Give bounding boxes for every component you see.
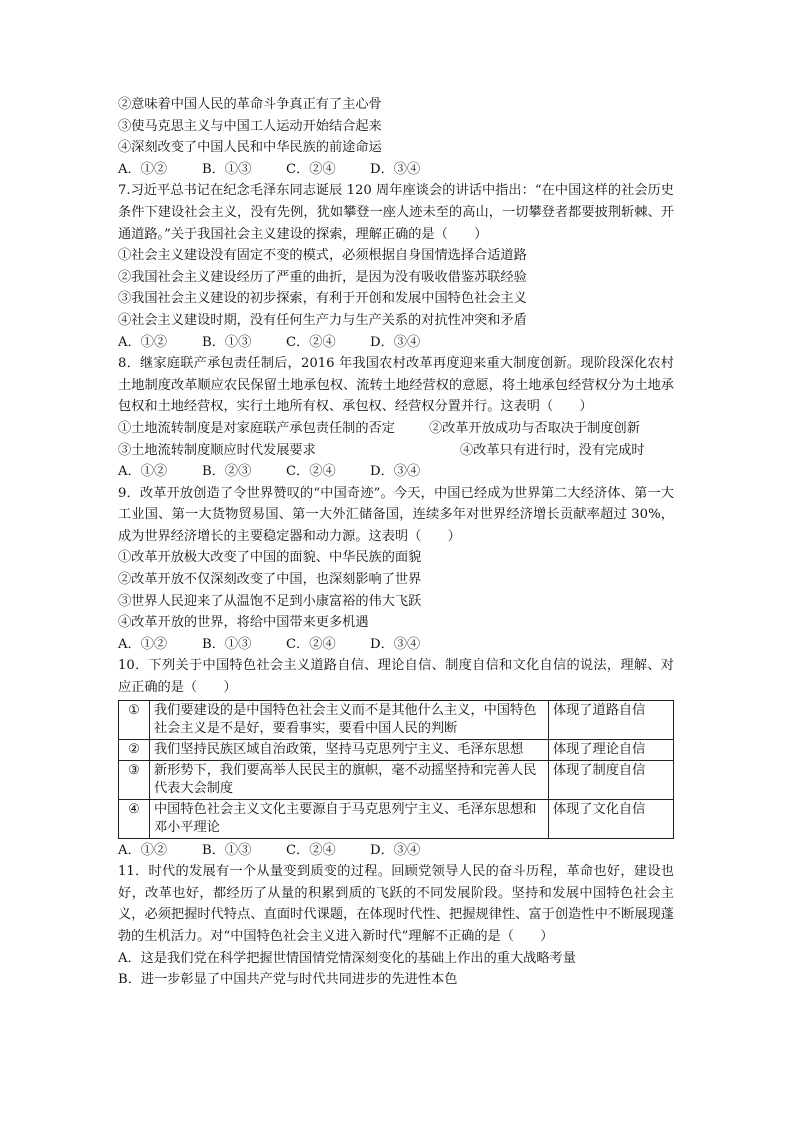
q7-answer-d[interactable]: D．③④ xyxy=(370,334,421,350)
q8-answer-b[interactable]: B．②③ xyxy=(202,464,252,480)
q9-option-3: ③世界人民迎来了从温饱不足到小康富裕的伟大飞跃 xyxy=(118,593,422,609)
q7-option-4: ④社会主义建设时期，没有任何生产力与生产关系的对抗性冲突和矛盾 xyxy=(118,312,527,328)
q10-table xyxy=(118,700,674,839)
q9-stem: 9．改革开放创造了令世界赞叹的“中国奇迹”。今天，中国已经成为世界第二大经济体、第一大工业国、第一大货物贸易国、第一大外汇储备国，连续多年对世界经济增长贡献率超过 30%，成为世界经济增长的主要稳定器和动力源。这表明（ ） xyxy=(118,485,674,544)
q8-answer-choices xyxy=(118,461,674,483)
q11-option-b[interactable]: B．进一步彰显了中国共产党与时代共同进步的先进性本色 xyxy=(118,972,458,988)
q10-row-number: ③ xyxy=(119,760,150,799)
q8-option-4: ④改革只有进行时，没有完成时 xyxy=(460,442,645,458)
q7-option-1: ①社会主义建设没有固定不变的模式，必须根据自身国情选择合适道路 xyxy=(118,248,527,264)
q10-row-result: 体现了制度自信 xyxy=(549,760,674,799)
q6-option-3: ③使马克思主义与中国工人运动开始结合起来 xyxy=(118,118,382,134)
table-row xyxy=(119,760,674,799)
q8-answer-a[interactable]: A．①② xyxy=(118,464,168,480)
q10-answer-d[interactable]: D．③④ xyxy=(370,842,421,858)
q10-row-result: 体现了文化自信 xyxy=(549,799,674,838)
q11-stem: 11．时代的发展有一个从量变到质变的过程。回顾党领导人民的奋斗历程，革命也好，建设也好，改革也好，都经历了从量的积累到质的飞跃的不同发展阶段。坚持和发展中国特色社会主义，必须把握时代特点、直面时代课题，在体现时代性、把握规律性、富于创造性中不断展现蓬勃的生机活力。对“中国特色社会主义进入新时代”理解不正确的是（ ） xyxy=(118,864,674,944)
q7-answer-choices xyxy=(118,332,674,354)
q9-option-2: ②改革开放不仅深刻改变了中国，也深刻影响了世界 xyxy=(118,572,422,588)
q8-options-row-1 xyxy=(118,418,674,440)
table-row xyxy=(119,700,674,739)
q7-answer-b[interactable]: B．①③ xyxy=(202,334,252,350)
q6-answer-c[interactable]: C．②④ xyxy=(286,161,336,177)
q10-row-number: ② xyxy=(119,739,150,760)
q6-option-4: ④深刻改变了中国人民和中华民族的前途命运 xyxy=(118,140,382,156)
q7-option-2: ②我国社会主义建设经历了严重的曲折，是因为没有吸收借鉴苏联经验 xyxy=(118,269,527,285)
q8-answer-c[interactable]: C．②④ xyxy=(286,464,336,480)
q7-answer-c[interactable]: C．②④ xyxy=(286,334,336,350)
q8-option-2: ②改革开放成功与否取决于制度创新 xyxy=(428,420,640,436)
q10-answer-choices xyxy=(118,840,674,862)
q10-row-result: 体现了道路自信 xyxy=(549,700,674,739)
q10-answer-a[interactable]: A．①② xyxy=(118,842,168,858)
q6-answer-a[interactable]: A．①② xyxy=(118,161,168,177)
q7-stem: 7.习近平总书记在纪念毛泽东同志诞辰 120 周年座谈会的讲话中指出：“在中国这样的社会历史条件下建设社会主义，没有先例，犹如攀登一座人迹未至的高山，一切攀登者都要披荆斩棘、开通道路。”关于我国社会主义建设的探索，理解正确的是（ ） xyxy=(118,183,674,242)
exam-page xyxy=(118,94,674,991)
q8-option-1: ①土地流转制度是对家庭联产承包责任制的否定 xyxy=(118,420,395,436)
q6-option-2: ②意味着中国人民的革命斗争真正有了主心骨 xyxy=(118,97,382,112)
q9-option-4: ④改革开放的世界，将给中国带来更多机遇 xyxy=(118,615,369,631)
q6-answer-choices xyxy=(118,159,674,181)
q9-answer-b[interactable]: B．①③ xyxy=(202,636,252,652)
q10-stem: 10．下列关于中国特色社会主义道路自信、理论自信、制度自信和文化自信的说法，理解、对应正确的是（ ） xyxy=(118,658,674,696)
q10-row-text: 我们坚持民族区域自治政策，坚持马克思列宁主义、毛泽东思想 xyxy=(150,739,549,760)
q10-answer-c[interactable]: C．②④ xyxy=(286,842,336,858)
q7-answer-a[interactable]: A．①② xyxy=(118,334,168,350)
q10-row-number: ① xyxy=(119,700,150,739)
q8-option-3: ③土地流转制度顺应时代发展要求 xyxy=(118,442,316,458)
q7-option-3: ③我国社会主义建设的初步探索，有利于开创和发展中国特色社会主义 xyxy=(118,291,527,307)
q8-stem: 8．继家庭联产承包责任制后，2016 年我国农村改革再度迎来重大制度创新。现阶段深化农村土地制度改革顺应农民保留土地承包权、流转土地经营权的意愿，将土地承包经营权分为土地承包权和土地经营权，实行土地所有权、承包权、经营权分置并行。这表明（ ） xyxy=(118,356,674,415)
q10-row-result: 体现了理论自信 xyxy=(549,739,674,760)
q6-answer-b[interactable]: B．①③ xyxy=(202,161,252,177)
table-row xyxy=(119,799,674,838)
q9-option-1: ①改革开放极大改变了中国的面貌、中华民族的面貌 xyxy=(118,550,422,566)
q9-answer-a[interactable]: A．①② xyxy=(118,636,168,652)
q9-answer-c[interactable]: C．②④ xyxy=(286,636,336,652)
q10-row-number: ④ xyxy=(119,799,150,838)
q10-row-text: 我们要建设的是中国特色社会主义而不是其他什么主义，中国特色社会主义是不是好，要看事实，要看中国人民的判断 xyxy=(150,700,549,739)
q10-row-text: 新形势下，我们要高举人民民主的旗帜，毫不动摇坚持和完善人民代表大会制度 xyxy=(150,760,549,799)
q9-answer-d[interactable]: D．③④ xyxy=(370,636,421,652)
q8-answer-d[interactable]: D．③④ xyxy=(370,464,421,480)
q10-answer-b[interactable]: B．①③ xyxy=(202,842,252,858)
q10-row-text: 中国特色社会主义文化主要源自于马克思列宁主义、毛泽东思想和邓小平理论 xyxy=(150,799,549,838)
q8-options-row-2 xyxy=(118,440,674,462)
q9-answer-choices xyxy=(118,634,674,656)
q6-answer-d[interactable]: D．③④ xyxy=(370,161,421,177)
q11-option-a[interactable]: A．这是我们党在科学把握世情国情党情深刻变化的基础上作出的重大战略考量 xyxy=(118,950,576,966)
table-row xyxy=(119,739,674,760)
